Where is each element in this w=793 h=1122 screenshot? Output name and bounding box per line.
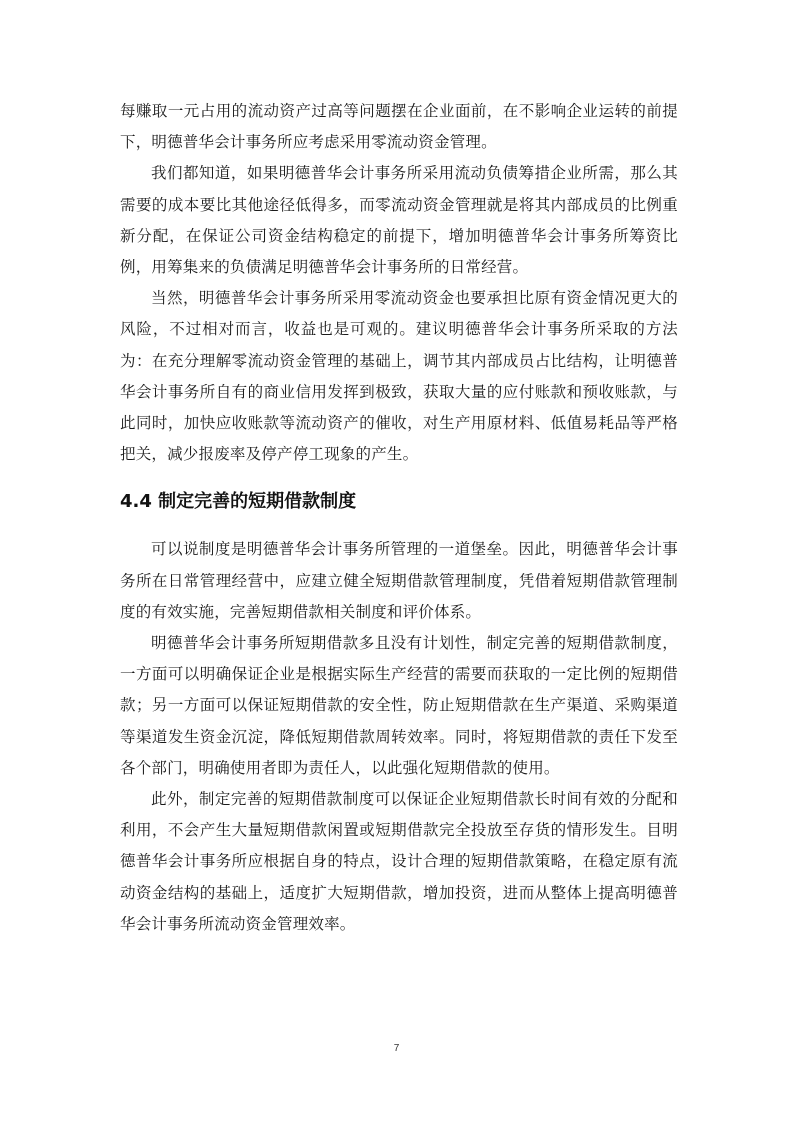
paragraph-1: 每赚取一元占用的流动资产过高等问题摆在企业面前，在不影响企业运转的前提下，明德普华会计事务所应考虑采用零流动资金管理。 — [120, 102, 678, 152]
paragraph-4: 可以说制度是明德普华会计事务所管理的一道堡垒。因此，明德普华会计事务所在日常管理经营中，应建立健全短期借款管理制度，凭借着短期借款管理制度的有效实施，完善短期借款相关制度和评价体系。 — [120, 540, 678, 621]
section-heading: 4.4 制定完善的短期借款制度 — [120, 491, 357, 513]
paragraph-6: 此外，制定完善的短期借款制度可以保证企业短期借款长时间有效的分配和利用，不会产生大量短期借款闲置或短期借款完全投放至存货的情形发生。目明德普华会计事务所应根据自身的特点，设计合理的短期借款策略，在稳定原有流动资金结构的基础上，适度扩大短期借款，增加投资，进而从整体上提高明德普华会计事务所流动资金管理效率。 — [120, 790, 678, 933]
paragraph-3: 当然，明德普华会计事务所采用零流动资金也要承担比原有资金情况更大的风险，不过相对而言，收益也是可观的。建议明德普华会计事务所采取的方法为：在充分理解零流动资金管理的基础上，调节其内部成员占比结构，让明德普华会计事务所自有的商业信用发挥到极致，获取大量的应付账款和预收账款，与此同时，加快应收账款等流动资产的催收，对生产用原材料、低值易耗品等严格把关，减少报废率及停产停工现象的产生。 — [120, 289, 678, 464]
page-body — [120, 96, 678, 940]
page-number: 7 — [393, 1043, 400, 1054]
paragraph-2: 我们都知道，如果明德普华会计事务所采用流动负债筹措企业所需，那么其需要的成本要比其他途径低得多，而零流动资金管理就是将其内部成员的比例重新分配，在保证公司资金结构稳定的前提下，增加明德普华会计事务所筹资比例，用筹集来的负债满足明德普华会计事务所的日常经营。 — [120, 164, 678, 277]
paragraph-5: 明德普华会计事务所短期借款多且没有计划性，制定完善的短期借款制度，一方面可以明确保证企业是根据实际生产经营的需要而获取的一定比例的短期借款；另一方面可以保证短期借款的安全性，防止短期借款在生产渠道、采购渠道等渠道发生资金沉淀，降低短期借款周转效率。同时，将短期借款的责任下发至各个部门，明确使用者即为责任人，以此强化短期借款的使用。 — [120, 634, 678, 777]
